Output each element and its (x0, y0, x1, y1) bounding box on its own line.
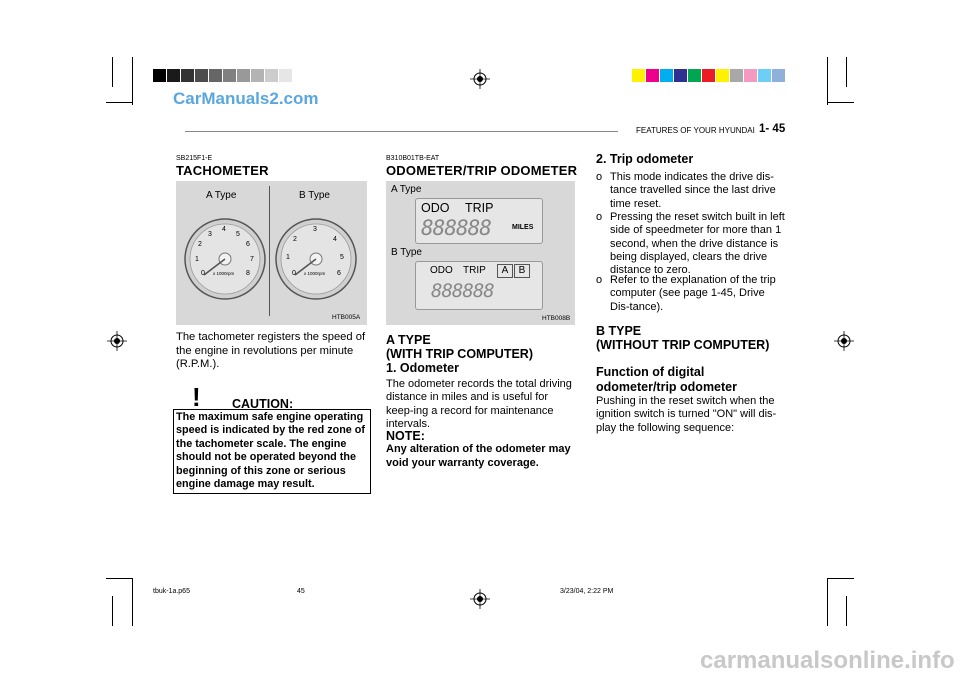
tick-label: 5 (236, 231, 240, 238)
bullet-text: Refer to the explanation of the trip computer (see page 1-45, Drive Dis-tance). (610, 274, 776, 313)
tick-label: 0 (292, 270, 296, 277)
color-swatch (181, 69, 194, 82)
b-type-label: B Type (391, 247, 422, 258)
note-title: NOTE: (386, 429, 425, 443)
caution-title: CAUTION: (232, 397, 294, 411)
trip-label: TRIP (465, 201, 494, 215)
header-page-number: 1- 45 (759, 123, 786, 135)
unit-label: x 1000rpm (304, 271, 326, 276)
color-swatch (237, 69, 250, 82)
crop-mark (827, 57, 828, 105)
segment-digit: 8 (479, 216, 491, 240)
odometer-b-display (415, 261, 543, 310)
color-swatch (279, 69, 292, 82)
miles-label: MILES (512, 224, 534, 231)
section-code: B310B01TB-EAT (386, 155, 440, 162)
header-rule (185, 131, 618, 132)
registration-mark-icon (834, 331, 854, 351)
segment-digit: 8 (421, 216, 433, 240)
trip-label: TRIP (463, 265, 486, 276)
color-swatch (167, 69, 180, 82)
note-text: Any alteration of the odometer may void your warranty coverage. (386, 443, 571, 469)
figure-divider (269, 186, 270, 316)
segment-digit: 8 (451, 280, 463, 302)
function-description: Pushing in the reset switch when the ignition switch is turned "ON" will dis-play the following sequence: (596, 395, 777, 434)
tick-label: 6 (246, 241, 250, 248)
figure-code: HTB008B (542, 315, 571, 322)
crop-mark (112, 57, 113, 87)
watermark[interactable]: CarManuals2.com (173, 89, 319, 108)
tick-label: 7 (250, 256, 254, 263)
segment-digit: 8 (472, 280, 484, 302)
odo-label: ODO (421, 201, 450, 215)
tachometer-description: The tachometer registers the speed of the engine in revolutions per minute (R.P.M.). (176, 331, 366, 370)
tick-label: 8 (246, 270, 250, 277)
segment-digit: 8 (441, 280, 452, 302)
crop-mark (132, 578, 133, 626)
color-swatch (646, 69, 659, 82)
color-swatch (660, 69, 673, 82)
crop-mark (846, 596, 847, 626)
without-trip-computer-heading: (WITHOUT TRIP COMPUTER) (596, 338, 770, 352)
header-section: FEATURES OF YOUR HYUNDAI (636, 126, 755, 135)
segment-digits (431, 280, 494, 302)
segment-digits (421, 216, 491, 240)
process-color-bar (632, 69, 786, 82)
bullet-item (596, 274, 786, 314)
color-swatch (195, 69, 208, 82)
tick-label: 1 (286, 254, 290, 261)
section-title: ODOMETER/TRIP ODOMETER (386, 163, 578, 178)
color-swatch (716, 69, 729, 82)
registration-mark-icon (470, 589, 490, 609)
crop-mark (827, 578, 828, 626)
color-swatch (702, 69, 715, 82)
segment-digit: 8 (432, 216, 445, 240)
tick-label: 4 (222, 226, 226, 233)
function-heading: Function of digital odometer/trip odometer (596, 365, 737, 394)
color-swatch (209, 69, 222, 82)
segment-digit: 8 (467, 216, 480, 240)
with-trip-computer-heading: (WITH TRIP COMPUTER) (386, 347, 533, 361)
bullet-mark: o (596, 211, 603, 223)
segment-digit: 8 (483, 280, 494, 302)
b-type-heading: B TYPE (596, 324, 642, 338)
tick-label: 3 (313, 226, 317, 233)
grayscale-color-bar (153, 69, 293, 82)
tick-label: 2 (293, 236, 297, 243)
tick-label: 2 (198, 241, 202, 248)
color-swatch (772, 69, 785, 82)
figure-code: HTB005A (332, 314, 361, 321)
section-code: SB215F1-E (176, 155, 213, 162)
color-swatch (153, 69, 166, 82)
color-swatch (688, 69, 701, 82)
color-swatch (758, 69, 771, 82)
bullet-item (596, 171, 786, 211)
a-indicator: A (497, 264, 513, 278)
color-swatch (251, 69, 264, 82)
registration-mark-icon (107, 331, 127, 351)
bullet-text: This mode indicates the drive dis-tance travelled since the last drive time reset. (610, 171, 776, 210)
tick-label: 1 (195, 256, 199, 263)
crop-mark (106, 102, 132, 103)
tick-label: 5 (340, 254, 344, 261)
bullet-item (596, 211, 786, 277)
color-swatch (223, 69, 236, 82)
a-type-heading: A TYPE (386, 333, 431, 347)
trip-odometer-heading: 2. Trip odometer (596, 152, 694, 166)
tick-label: 0 (201, 270, 205, 277)
registration-mark-icon (470, 69, 490, 89)
segment-digit: 8 (462, 280, 473, 302)
tick-label: 6 (337, 270, 341, 277)
a-type-label: A Type (391, 184, 422, 195)
odometer-a-display (415, 198, 543, 244)
b-type-label: B Type (299, 190, 330, 201)
b-indicator: B (514, 264, 530, 278)
segment-digit: 8 (455, 216, 468, 240)
tachometer-figure (176, 181, 367, 325)
tachometer-b-gauge (274, 217, 358, 301)
footer-datetime: 3/23/04, 2:22 PM (560, 588, 614, 595)
crop-mark (112, 596, 113, 626)
bullet-mark: o (596, 274, 603, 286)
footer-page: 45 (297, 588, 305, 595)
bullet-text: Pressing the reset switch built in left side of speedmeter for more than 1 second, when the drive distance is being displayed, clears the drive distance to zero. (610, 211, 785, 277)
odo-label: ODO (430, 265, 453, 276)
segment-digit: 8 (431, 280, 442, 302)
unit-label: x 1000rpm (213, 271, 235, 276)
odometer-figure (386, 181, 575, 325)
caution-warning-icon: ! (192, 382, 201, 412)
color-swatch (674, 69, 687, 82)
color-swatch (730, 69, 743, 82)
tick-label: 4 (333, 236, 337, 243)
tachometer-a-gauge (183, 217, 267, 301)
caution-text: The maximum safe engine operating speed is indicated by the red zone of the tachometer scale. The engine should not be operated beyond the beginning of this zone or serious engine damage may result. (176, 411, 365, 491)
odometer-heading: 1. Odometer (386, 361, 459, 375)
crop-mark (106, 578, 132, 579)
color-swatch (744, 69, 757, 82)
color-swatch (632, 69, 645, 82)
bottom-watermark[interactable]: carmanualsonline.info (700, 647, 955, 674)
a-type-label: A Type (206, 190, 237, 201)
odometer-description: The odometer records the total driving distance in miles and is useful for keep-ing a record for maintenance intervals. (386, 378, 572, 430)
segment-digit: 8 (444, 216, 456, 240)
bullet-mark: o (596, 171, 603, 183)
section-title: TACHOMETER (176, 163, 269, 178)
crop-mark (132, 57, 133, 105)
crop-mark (828, 578, 854, 579)
tick-label: 3 (208, 231, 212, 238)
crop-mark (828, 102, 854, 103)
color-swatch (265, 69, 278, 82)
footer-file: tbuk-1a.p65 (153, 588, 190, 595)
crop-mark (846, 57, 847, 87)
